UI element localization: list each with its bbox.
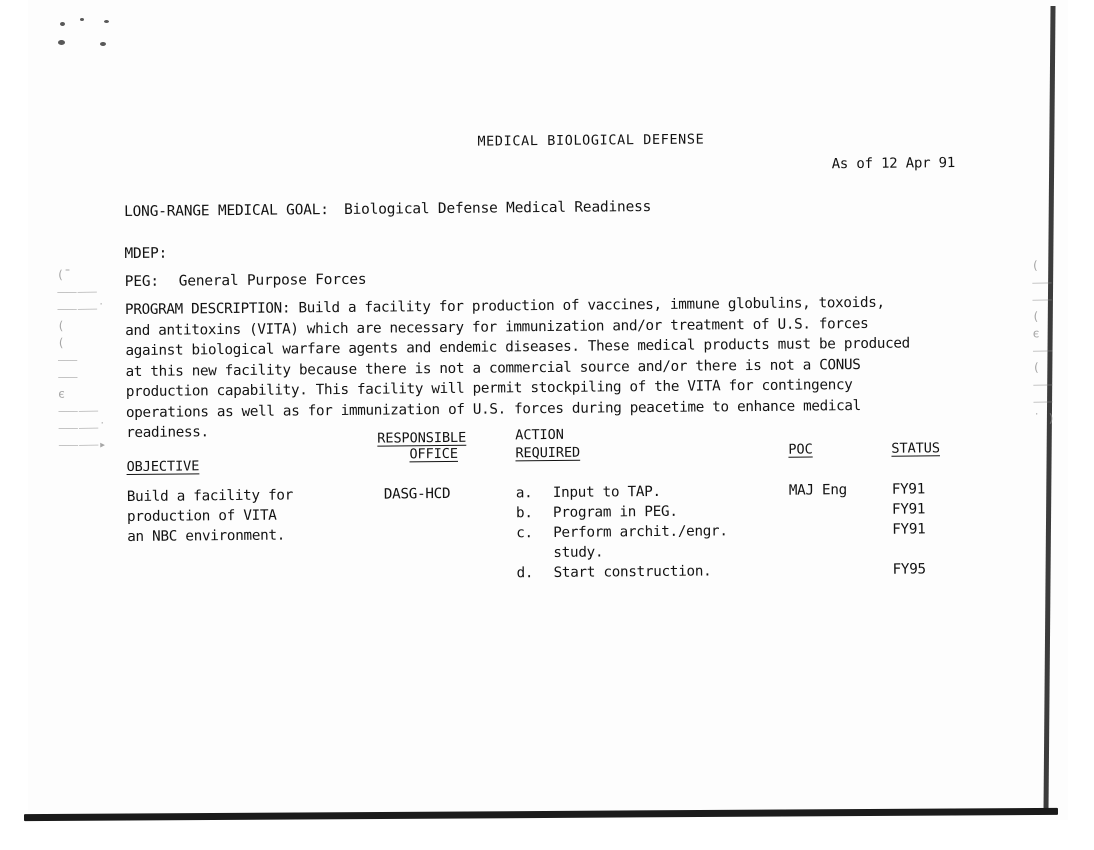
column-header-action-line1: ACTION (515, 426, 564, 444)
table-row-responsible-office: DASG-HCD (383, 485, 451, 503)
table-row-poc: MAJ Eng (788, 482, 848, 499)
action-marker: d. (516, 565, 534, 582)
field-value-peg: General Purpose Forces (178, 271, 367, 290)
field-label-long-range-medical-goal: LONG-RANGE MEDICAL GOAL: (124, 202, 329, 221)
column-header-responsible-office-line1: RESPONSIBLE (377, 429, 467, 447)
action-marker: a. (515, 485, 533, 502)
status-badge: FY91 (891, 481, 926, 498)
as-of-date: As of 12 Apr 91 (831, 155, 956, 173)
document-title: MEDICAL BIOLOGICAL DEFENSE (477, 131, 705, 150)
status-badge: FY91 (891, 501, 926, 518)
field-value-long-range-medical-goal: Biological Defense Medical Readiness (343, 199, 652, 218)
column-header-action-line2: REQUIRED (515, 444, 581, 462)
column-header-poc: POC (788, 441, 813, 458)
right-margin-artifact: ( ⸺ ⸺ ( є ⸺ ( ⸺ ⸺ ˙ ) (1031, 258, 1055, 426)
paper-sheet (28, 0, 1068, 820)
table-row-objective: Build a facility for production of VITA an NBC environment. (126, 487, 294, 546)
column-header-objective: OBJECTIVE (126, 458, 200, 476)
left-margin-artifact: (̄̄̄ ⸺⸺ ⸺⸺˙ ( ( ⸺ ⸺ є ⸺⸺ ⸺⸺˙ ⸺⸺▸ (56, 267, 107, 452)
action-text: Program in PEG. (552, 503, 678, 521)
status-badge: FY91 (892, 521, 926, 538)
action-text: Start construction. (553, 563, 712, 581)
action-text: Input to TAP. (552, 483, 661, 501)
field-label-mdep: MDEP: (124, 245, 168, 263)
field-label-peg: PEG: (124, 273, 159, 291)
action-text: Perform archit./engr. study. (553, 523, 728, 561)
document-body (24, 0, 1072, 825)
column-header-responsible-office-line2: OFFICE (409, 445, 459, 463)
column-header-status: STATUS (891, 440, 940, 457)
action-marker: b. (515, 505, 533, 522)
status-badge: FY95 (892, 561, 926, 578)
action-marker: c. (516, 525, 533, 542)
program-description-paragraph: PROGRAM DESCRIPTION: Build a facility for production of vaccines, immune globulins, toxoids, and antitoxins (VITA) which are necessary for immunization and/or treatment of U.S. forces against biological warfare agents and endemic diseases. These medical products must be produced at this new facility because there is not a commercial source and/or there is not a CONUS production capability. This facility will permit stockpiling of the VITA for contingency operations as well as for immunization of U.S. forces during peacetime to enhance medical readiness. (124, 294, 910, 442)
